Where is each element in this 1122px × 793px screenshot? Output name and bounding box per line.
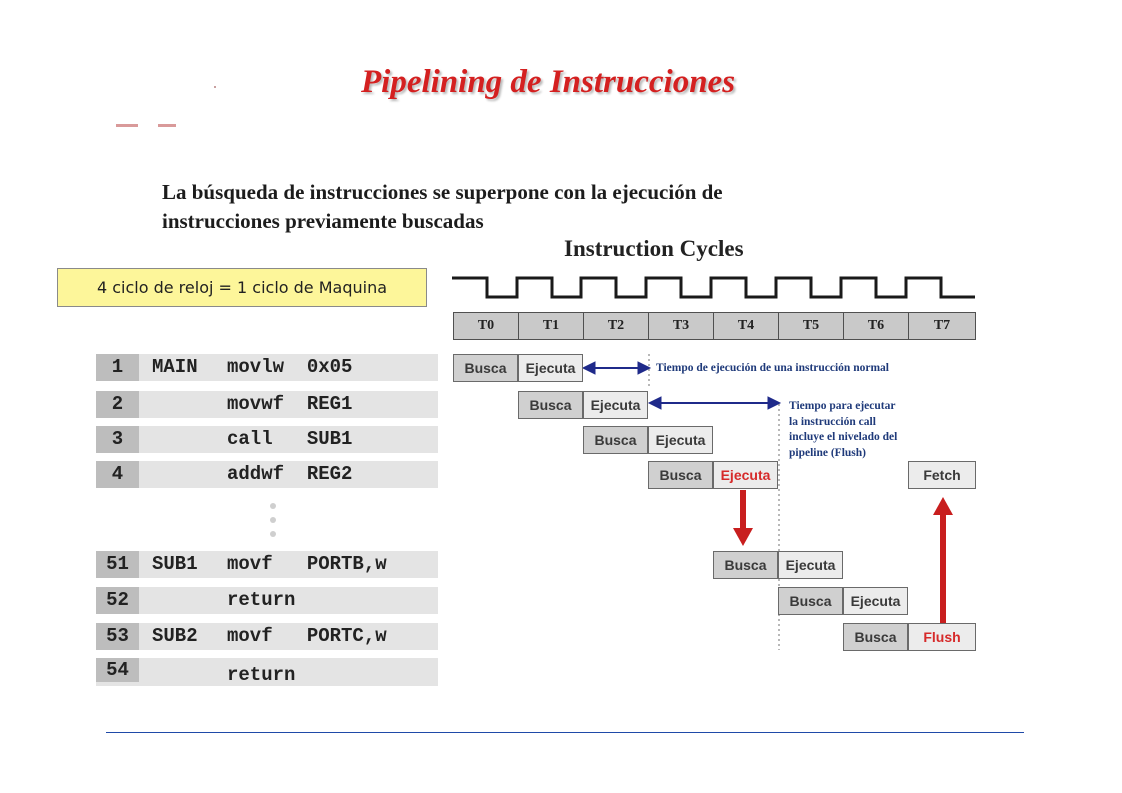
fetch-stage: Busca: [778, 587, 843, 615]
line-number: 3: [96, 426, 139, 453]
cycle-header: T5: [778, 312, 843, 340]
clock-waveform: [452, 278, 975, 297]
fetch-stage: Busca: [583, 426, 648, 454]
call-instruction-note: [789, 399, 897, 461]
cycle-header: T7: [908, 312, 976, 340]
fetch-stage: Busca: [453, 354, 518, 382]
code-label: SUB1: [152, 553, 198, 575]
diagram-title: Instruction Cycles: [564, 236, 744, 261]
code-instruction: movwf REG1: [227, 393, 353, 415]
double-arrow-icon: [583, 362, 650, 374]
code-instruction: movlw 0x05: [227, 356, 353, 378]
code-instruction: movf PORTB,w: [227, 553, 387, 575]
execute-stage: Ejecuta: [648, 426, 713, 454]
cycle-header: T4: [713, 312, 778, 340]
intro-line-2: instrucciones previamente buscadas: [162, 209, 484, 233]
fetch-stage: Busca: [518, 391, 583, 419]
code-instruction: call SUB1: [227, 428, 353, 450]
code-label: SUB2: [152, 625, 198, 647]
line-number: 51: [96, 551, 139, 578]
code-instruction: addwf REG2: [227, 463, 353, 485]
execute-stage: Ejecuta: [778, 551, 843, 579]
execute-stage: Ejecuta: [583, 391, 648, 419]
up-arrow-icon: [933, 497, 953, 623]
fetch-box: Fetch: [908, 461, 976, 489]
cycle-header: T0: [453, 312, 518, 340]
fetch-stage: Busca: [648, 461, 713, 489]
code-instruction: movf PORTC,w: [227, 625, 387, 647]
line-number: 4: [96, 461, 139, 488]
footer-divider: [106, 732, 1024, 733]
execute-stage: Ejecuta: [518, 354, 583, 382]
cycle-header: T2: [583, 312, 648, 340]
code-label: MAIN: [152, 356, 198, 378]
page-title: Pipelining de Instrucciones: [361, 64, 736, 100]
line-number: 52: [96, 587, 139, 614]
fetch-stage: Busca: [843, 623, 908, 651]
line-number: 1: [96, 354, 139, 381]
cycle-header: T3: [648, 312, 713, 340]
cycle-header: T1: [518, 312, 583, 340]
fetch-stage: Busca: [713, 551, 778, 579]
execute-stage: Ejecuta: [843, 587, 908, 615]
line-number: 2: [96, 391, 139, 418]
double-arrow-icon: [649, 397, 780, 409]
down-arrow-icon: [733, 490, 753, 546]
normal-instruction-note: Tiempo de ejecución de una instrucción normal: [656, 362, 889, 374]
code-instruction: return: [227, 589, 296, 611]
call-note-line: Tiempo para ejecutar: [789, 400, 896, 412]
call-note-line: pipeline (Flush): [789, 446, 867, 459]
intro-line-1: La búsqueda de instrucciones se superpone con la ejecución de: [162, 180, 723, 204]
call-note-line: la instrucción call: [789, 415, 876, 428]
call-note-line: incluye el nivelado del: [789, 431, 898, 443]
line-number: 54: [96, 658, 139, 682]
clock-note: 4 ciclo de reloj = 1 ciclo de Maquina: [57, 268, 427, 307]
flush-stage: Flush: [908, 623, 976, 651]
code-instruction: return: [227, 664, 296, 686]
cycle-header: T6: [843, 312, 908, 340]
execute-stage-call: Ejecuta: [713, 461, 778, 489]
line-number: 53: [96, 623, 139, 650]
